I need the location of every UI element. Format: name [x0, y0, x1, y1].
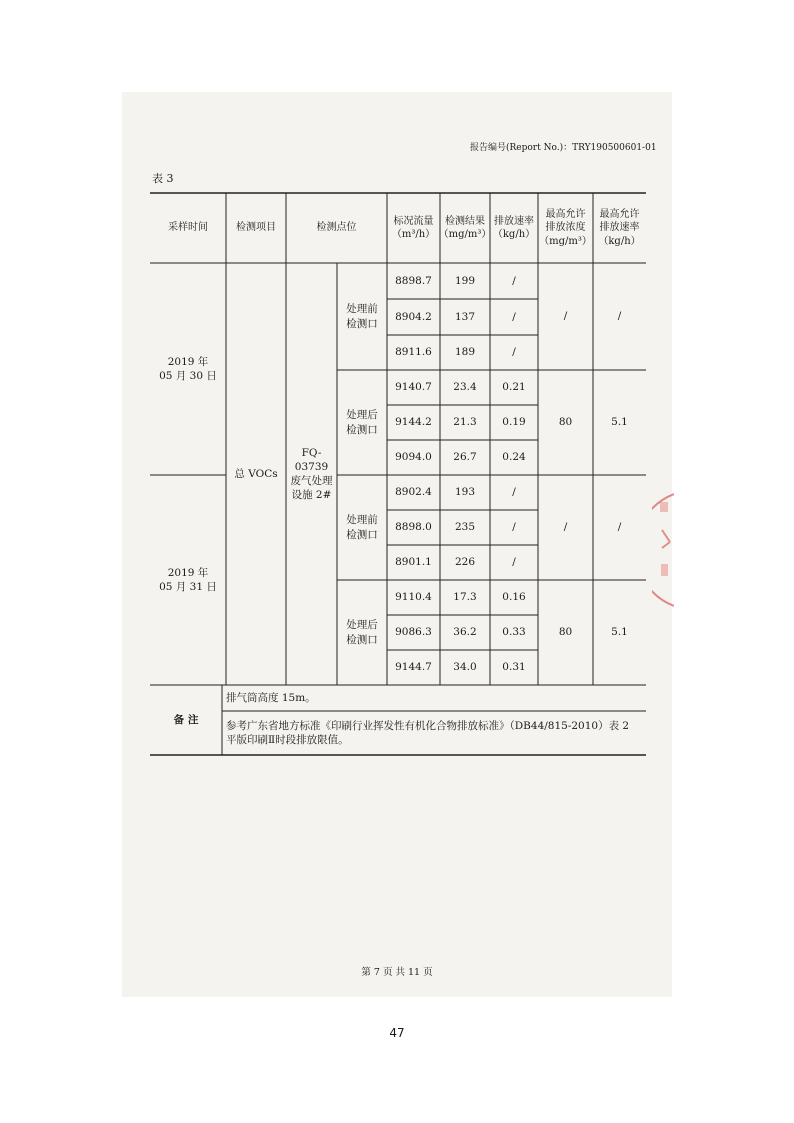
header-emission-rate: 排放速率 （kg/h）: [492, 215, 536, 240]
header-max-concentration: 最高允许 排放浓度 （mg/m³）: [539, 208, 592, 247]
flow-cell: 9140.7: [395, 381, 432, 394]
point-cell: 处理后 检测口: [346, 619, 378, 646]
rate-cell: 0.19: [502, 416, 526, 429]
rate-cell: /: [512, 556, 516, 569]
header-result: 检测结果 （mg/m³）: [438, 215, 492, 240]
date-cell: 2019 年 05 月 30 日: [159, 355, 217, 382]
result-cell: 17.3: [453, 591, 477, 604]
flow-cell: 8904.2: [395, 310, 432, 323]
table-caption: 表 3: [152, 172, 174, 185]
flow-cell: 9086.3: [395, 626, 432, 639]
flow-cell: 9144.2: [395, 416, 432, 429]
result-cell: 137: [454, 310, 476, 323]
remark-line: 排气筒高度 15m。: [226, 691, 316, 704]
max-rate-cell: 5.1: [611, 416, 628, 429]
rate-cell: /: [512, 310, 516, 323]
rate-cell: /: [512, 521, 516, 534]
result-cell: 235: [454, 521, 476, 534]
header-flow: 标况流量 （m³/h）: [391, 215, 436, 240]
rate-cell: 0.16: [502, 591, 526, 604]
header-test-point: 检测点位: [316, 222, 357, 234]
result-cell: 36.2: [453, 626, 477, 639]
rate-cell: /: [512, 346, 516, 359]
flow-cell: 9094.0: [395, 451, 432, 464]
point-cell: 处理前 检测口: [346, 303, 378, 330]
header-test-item: 检测项目: [236, 222, 276, 234]
remark-line: 参考广东省地方标准《印刷行业挥发性有机化合物排放标准》（DB44/815-2010）表 2 平版印刷Ⅱ时段排放限值。: [226, 719, 630, 746]
result-cell: 26.7: [453, 451, 477, 464]
flow-cell: 8901.1: [395, 556, 432, 569]
report-number: 报告编号(Report No.)：TRY190500601-01: [470, 143, 657, 153]
result-cell: 199: [454, 274, 476, 287]
result-cell: 34.0: [453, 661, 477, 674]
flow-cell: 8898.0: [395, 521, 432, 534]
header-sampling-time: 采样时间: [168, 222, 208, 234]
max-conc-cell: 80: [558, 626, 573, 639]
rate-cell: /: [512, 274, 516, 287]
result-cell: 226: [454, 556, 476, 569]
page-number: 47: [389, 1026, 405, 1040]
point-cell: 处理后 检测口: [346, 409, 378, 436]
flow-cell: 8898.7: [395, 274, 432, 287]
flow-cell: 8902.4: [395, 486, 432, 499]
max-rate-cell: /: [617, 521, 622, 534]
point-cell: 处理前 检测口: [346, 514, 378, 541]
result-cell: 21.3: [453, 416, 477, 429]
rate-cell: 0.24: [502, 451, 526, 464]
max-rate-cell: 5.1: [611, 626, 628, 639]
max-conc-cell: /: [563, 310, 568, 323]
result-cell: 189: [454, 346, 476, 359]
result-cell: 193: [454, 486, 476, 499]
max-conc-cell: /: [563, 521, 568, 534]
rate-cell: 0.33: [502, 626, 526, 639]
result-cell: 23.4: [453, 381, 477, 394]
flow-cell: 9110.4: [395, 591, 432, 604]
page-footer: 第 7 页 共 11 页: [361, 967, 433, 978]
facility-cell: FQ- 03739 废气处理 设施 2#: [290, 446, 333, 502]
rate-cell: 0.31: [502, 661, 526, 674]
rate-cell: 0.21: [502, 381, 526, 394]
header-max-rate: 最高允许 排放速率 （kg/h）: [598, 208, 641, 247]
rate-cell: /: [512, 486, 516, 499]
max-rate-cell: /: [617, 310, 622, 323]
test-item-cell: 总 VOCs: [234, 467, 278, 480]
flow-cell: 8911.6: [395, 346, 432, 359]
max-conc-cell: 80: [558, 416, 573, 429]
flow-cell: 9144.7: [395, 661, 432, 674]
date-cell: 2019 年 05 月 31 日: [159, 566, 217, 593]
seal-stamp-fragment: [652, 490, 674, 610]
remarks-label: 备 注: [173, 713, 199, 726]
